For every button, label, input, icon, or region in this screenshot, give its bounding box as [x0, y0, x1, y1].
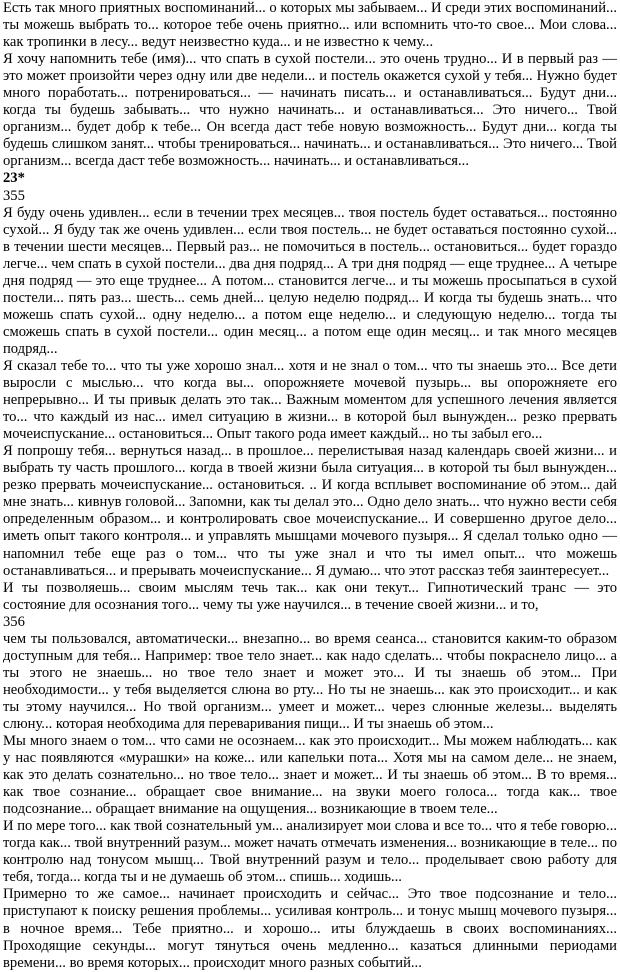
paragraph-we-know-much: Мы много знаем о том... что сами не осознаем... как это происходит... Мы можем наблюдать... как у нас появляются «мурашки» на коже... или капельки пота... Хотя мы на самом деле... не знаем, как это делать сознательно... но твое тело... знает и может... И ты знаешь об этом... В то время... как твое сознание... обращает свое внимание... на звуки моего голоса... тогда как... твое подсознание... обращает внимание на ощущения... возникающие в твоем теле... — [3, 733, 617, 818]
paragraph-let-thoughts-flow: И ты позволяешь... своим мыслям течь так... как они текут... Гипнотический транс — это состояние для осознания того... чему ты уже научился... в течение своей жизни... и то, — [3, 579, 617, 613]
paragraph-go-back: Я попрошу тебя... вернуться назад... в прошлое... перелистывая назад календарь своей жизни... и выбрать ту часть прошлого... когда в твоей жизни была ситуация... в которой ты был вынужден... резко прервать мочеиспускание... остановиться. .. И когда всплывет воспоминание об этом... дай мне знать... кивнув головой... Запомни, как ты делал это... Одно дело знать... что нужно вести себя определенным образом... и контролировать свое мочеиспускание... И совершенно другое дело... иметь опыт такого контроля... и управлять мышцами мочевого пузыря... Я сделал только одно — напомнил тебе еще раз о том... что ты уже знал и что ты имел опыт... что можешь останавливаться... и прерывать мочеиспускание... Я думаю... что этот рассказ тебя заинтересует... — [3, 443, 617, 579]
page-number-355: 355 — [3, 187, 25, 204]
paragraph-dry-bed-reminder: Я хочу напомнить тебе (имя)... что спать в сухой постели... это очень трудно... И в первый раз — это может произойти через одну или две недели... и постель окажется сухой у тебя... Нужно будет много поработать... потренироваться... — начинать писать... и останавливаться... Будут дни... когда ты будешь забывать... что нужно начинать... и останавливаться... Это ничего... Твой организм... будет добр к тебе... Он всегда даст тебе новую возможность... Будут дни... когда ты будешь слишком занят... чтобы тренироваться... начинать... и останавливаться... Это ничего... Твой организм... всегда даст тебе возможность... начинать... и останавливаться... — [3, 51, 617, 170]
section-marker: 23* — [3, 170, 25, 187]
paragraph-pleasant-memories: Есть так много приятных воспоминаний... о которых мы забываем... И среди этих воспоминаний... ты можешь выбрать то... которое тебе очень приятно... или вспомнить что-то свое... Мои слова... как тропинки в лесу... ведут неизвестно куда... и не известно к чему... — [3, 0, 617, 51]
page-number-356: 356 — [3, 613, 25, 630]
paragraph-body-knows: чем ты пользовался, автоматически... внезапно... во время сеанса... становится каким-то образом доступным для тебя... Например: твое тело знает... как надо сделать... чтобы покраснело лицо... а ты этого не знаешь... но твое тело знает и может это... И ты знаешь об этом... При необходимости... у тебя выделяется слюна во рту... Но ты не знаешь... как это происходит... и как ты этому научился... Но твой организм... умеет и может... через слюнные железы... выделять слюну... которая необходима для переваривания пищи... И ты знаешь об этом... — [3, 630, 617, 732]
paragraph-what-you-knew: Я сказал тебе то... что ты уже хорошо знал... хотя и не знал о том... что ты знаешь это... Все дети выросли с мыслью... что когда вы... опорожняете мочевой пузырь... вы опорожняете его непрерывно... И ты привык делать это так... Важным моментом для успешного лечения является то... что каждый из нас... имел ситуацию в жизни... в которой был вынужден... резко прервать мочеиспускание... остановиться... Опыт такого рода имеет каждый... но ты забыл его... — [3, 357, 617, 443]
paragraph-same-now: Примерно то же самое... начинает происходить и сейчас... Это твое подсознание и тело... приступают к поиску решения проблемы... усиливая контроль... и тонус мышц мочевого пузыря... в ночное время... Тебе приятно... и хорошо... иты блуждаешь в своих воспоминаниях... Проходящие секунды... могут тянуться очень медленно... казаться длинными периодами времени... во время которых... происходит много разных событий... — [3, 886, 617, 971]
paragraph-conscious-mind: И по мере того... как твой сознательный ум... анализирует мои слова и все то... что я тебе говорю... тогда как... твой внутренний разум... может начать отмечать изменения... возникающие в теле... по контролю над тонусом мышц... Твой внутренний разум и тело... проделывает свою работу для тебя, тогда... когда ты и не думаешь об этом... спишь... ходишь... — [3, 818, 617, 886]
paragraph-surprise: Я буду очень удивлен... если в течении трех месяцев... твоя постель будет оставаться... постоянно сухой... Я буду так же очень удивлен... если твоя постель... не будет оставаться постоянно сухой... в течении шести месяцев... Первый раз... не помочиться в постель... остановиться... будет гораздо легче... чем спать в сухой постели... два дня подряд... А три дня подряд — еще труднее... А четыре дня подряд — это еще труднее... А потом... становится легче... и ты можешь просыпаться в сухой постели... пять раз... шесть... семь дней... целую неделю подряд... И когда ты будешь знать... что можешь спать сухой... одну неделю... а потом еще неделю... и следующую неделю... тогда ты сможешь спать в сухой постели... один месяц... а потом еще один месяц... и так много месяцев подряд... — [3, 204, 617, 357]
